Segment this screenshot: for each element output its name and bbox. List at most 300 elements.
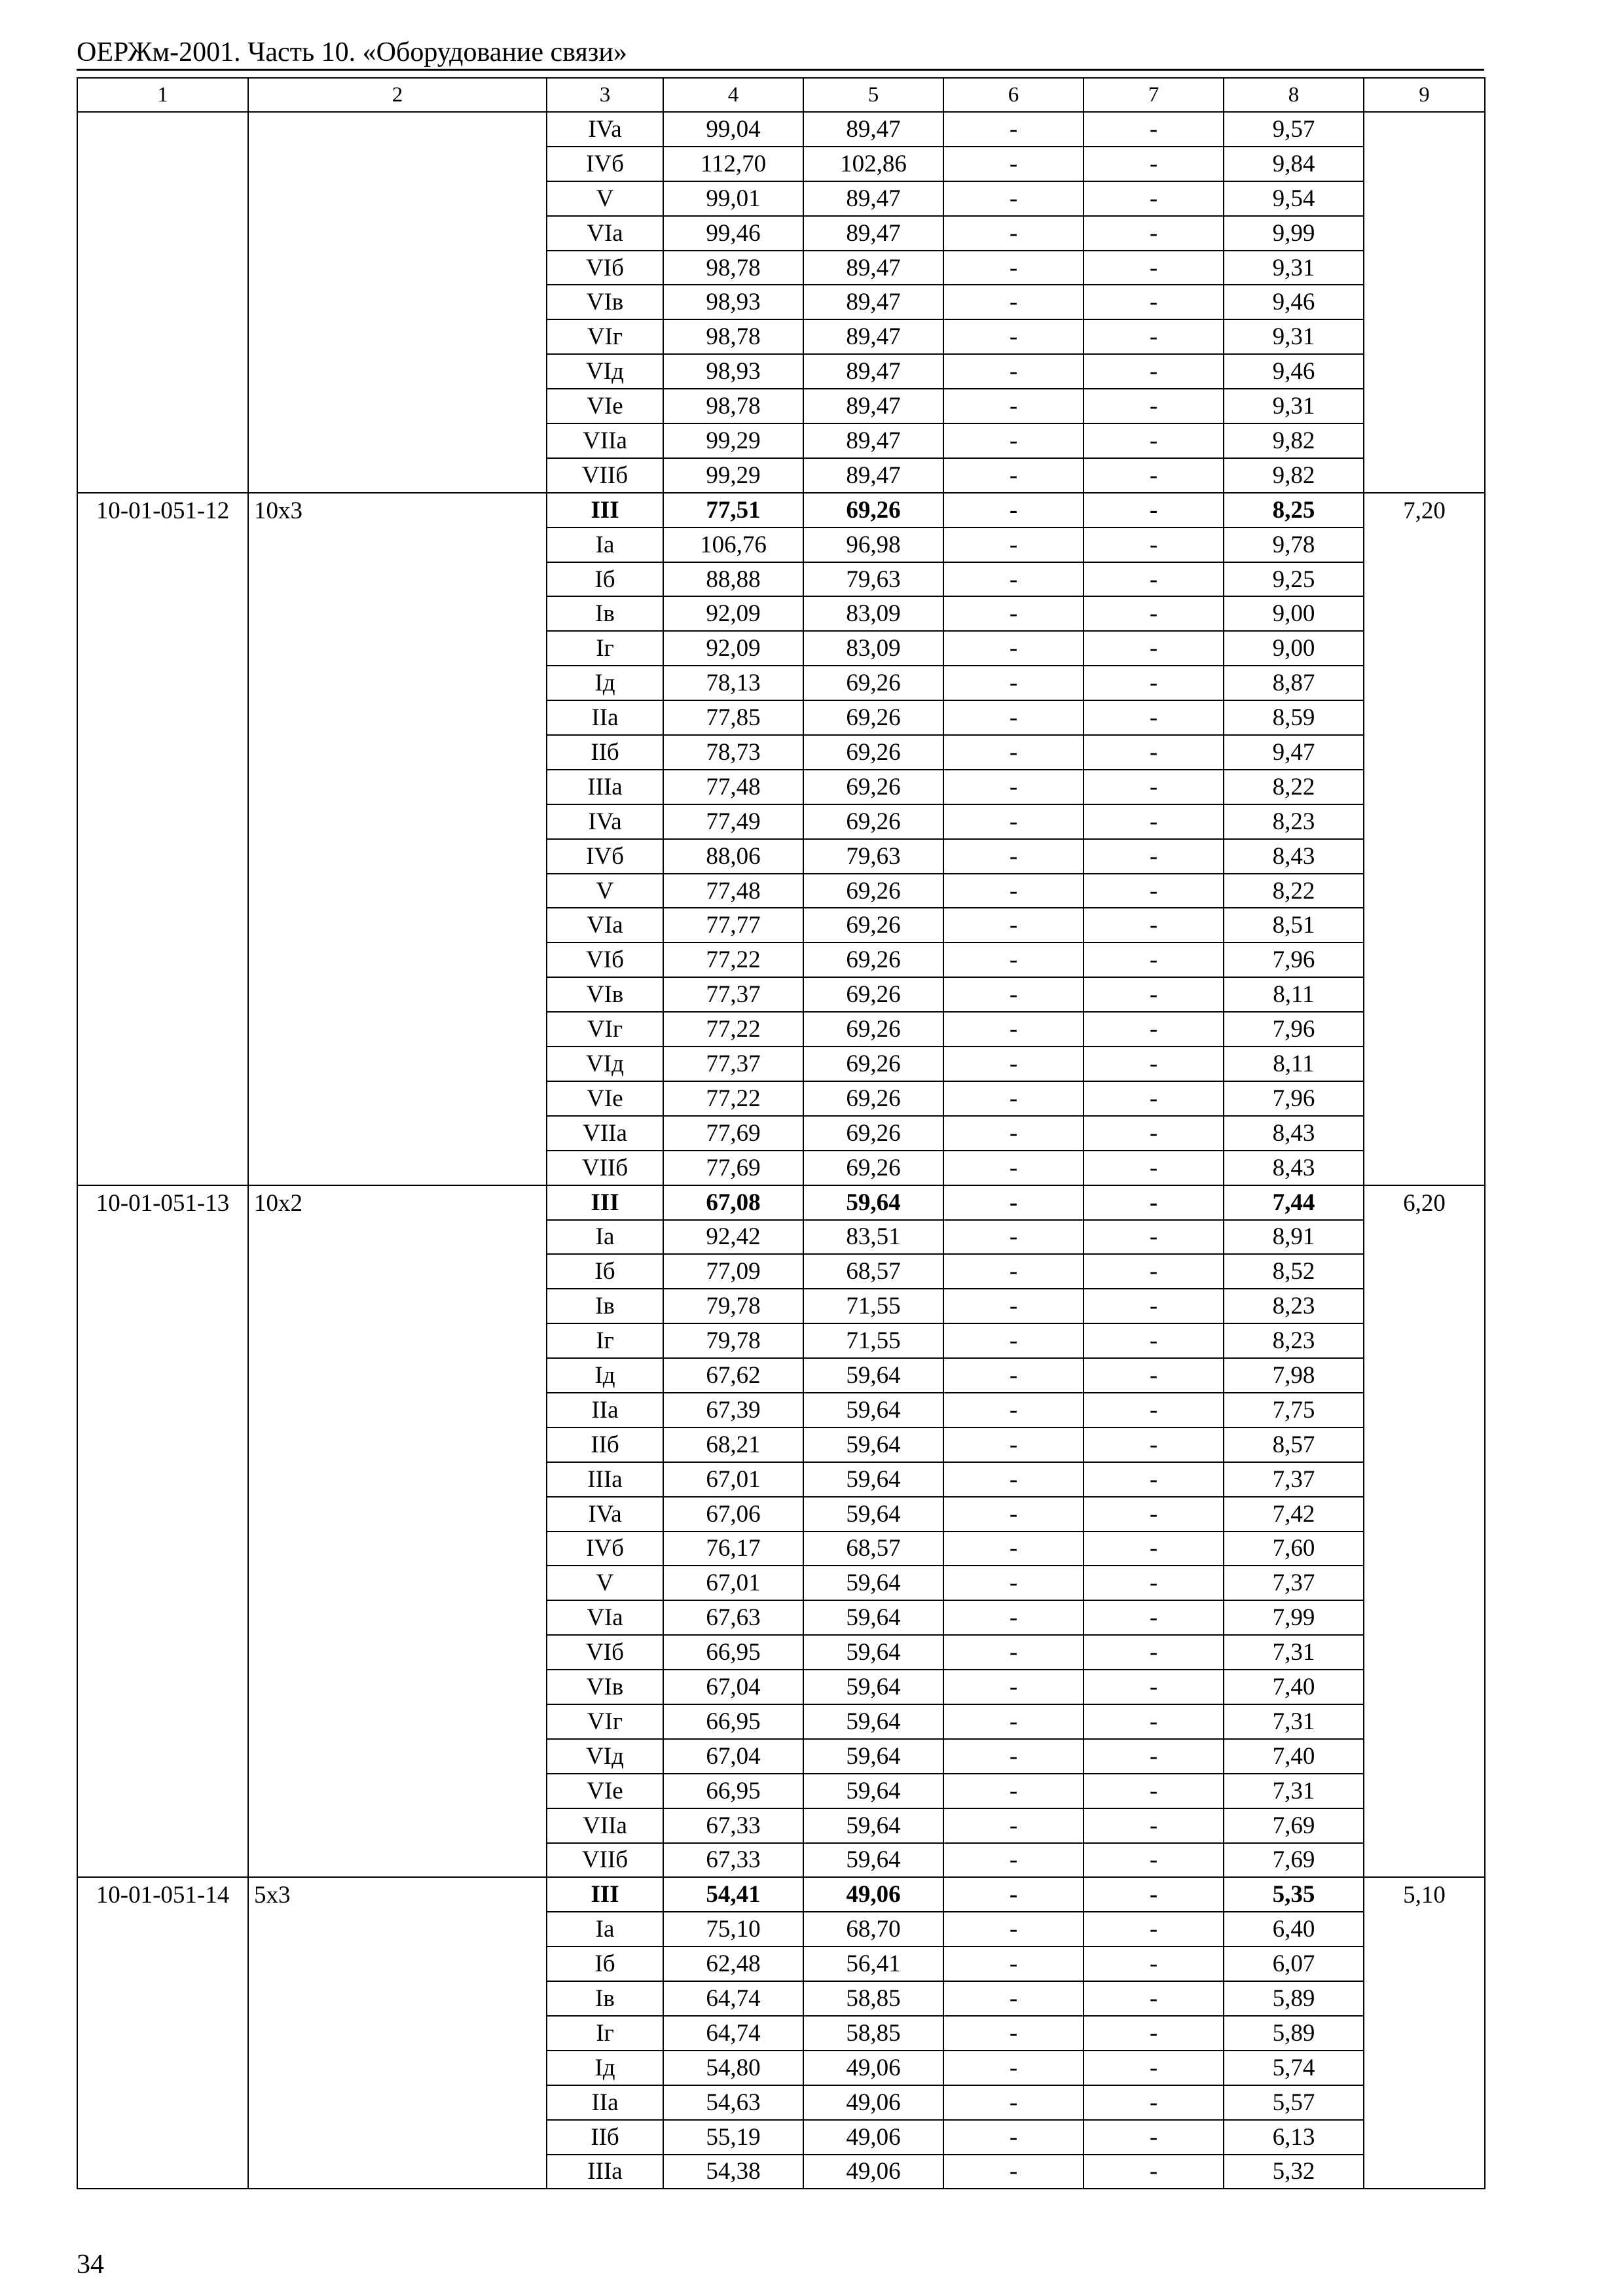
zone-cell: VIIб xyxy=(547,1843,663,1878)
zone-cell: VIв xyxy=(547,977,663,1012)
value-cell: 54,38 xyxy=(663,2155,803,2189)
value-cell: 7,96 xyxy=(1224,942,1364,977)
value-cell: 79,78 xyxy=(663,1289,803,1323)
value-cell: 59,64 xyxy=(803,1739,943,1774)
value-cell: - xyxy=(943,423,1084,458)
value-cell: - xyxy=(943,2120,1084,2155)
value-cell: 71,55 xyxy=(803,1289,943,1323)
value-cell: - xyxy=(943,1600,1084,1635)
value-cell: - xyxy=(1084,1462,1224,1497)
value-cell: - xyxy=(1084,285,1224,319)
equipment-name-cell: 10x3 xyxy=(248,493,547,1185)
value-cell: 5,57 xyxy=(1224,2085,1364,2120)
value-cell: - xyxy=(1084,1566,1224,1600)
zone-cell: IIIa xyxy=(547,1462,663,1497)
value-cell: 69,26 xyxy=(803,977,943,1012)
value-cell: - xyxy=(1084,562,1224,597)
value-cell: 89,47 xyxy=(803,423,943,458)
zone-cell: Iд xyxy=(547,2051,663,2085)
zone-cell: Iв xyxy=(547,1981,663,2016)
value-cell: 75,10 xyxy=(663,1912,803,1946)
value-cell: 49,06 xyxy=(803,2085,943,2120)
value-cell: - xyxy=(943,1047,1084,1081)
value-cell: 5,89 xyxy=(1224,2016,1364,2051)
value-cell: 9,78 xyxy=(1224,528,1364,562)
column-header: 8 xyxy=(1224,78,1364,112)
value-cell: 66,95 xyxy=(663,1774,803,1808)
value-cell: - xyxy=(1084,770,1224,804)
zone-cell: Iб xyxy=(547,1946,663,1981)
value-cell: - xyxy=(1084,112,1224,147)
value-cell: 7,44 xyxy=(1224,1185,1364,1220)
value-cell: 5,89 xyxy=(1224,1981,1364,2016)
value-cell: 83,09 xyxy=(803,596,943,631)
value-cell: 66,95 xyxy=(663,1635,803,1670)
zone-cell: IIIa xyxy=(547,770,663,804)
column-header: 6 xyxy=(943,78,1084,112)
value-cell: 67,63 xyxy=(663,1600,803,1635)
value-cell: - xyxy=(1084,1670,1224,1704)
value-cell: 102,86 xyxy=(803,147,943,181)
value-cell: - xyxy=(943,839,1084,874)
value-cell: 69,26 xyxy=(803,1012,943,1047)
value-cell: - xyxy=(943,181,1084,216)
value-cell: 79,78 xyxy=(663,1323,803,1358)
zone-cell: VIa xyxy=(547,216,663,251)
zone-cell: Iб xyxy=(547,1254,663,1289)
value-cell: 8,11 xyxy=(1224,977,1364,1012)
value-cell: 9,31 xyxy=(1224,319,1364,354)
column-header: 1 xyxy=(77,78,248,112)
value-cell: - xyxy=(1084,1151,1224,1185)
value-cell: 89,47 xyxy=(803,319,943,354)
value-cell: - xyxy=(1084,1254,1224,1289)
equipment-name-cell xyxy=(248,112,547,493)
value-cell: - xyxy=(1084,216,1224,251)
value-cell: - xyxy=(943,977,1084,1012)
value-cell: - xyxy=(943,596,1084,631)
zone-cell: III xyxy=(547,1877,663,1912)
zone-cell: VIe xyxy=(547,389,663,423)
value-cell: 8,25 xyxy=(1224,493,1364,528)
value-cell: 9,84 xyxy=(1224,147,1364,181)
value-cell: 67,01 xyxy=(663,1566,803,1600)
value-cell: 7,75 xyxy=(1224,1393,1364,1427)
value-cell: - xyxy=(1084,528,1224,562)
value-cell: 89,47 xyxy=(803,216,943,251)
value-cell: - xyxy=(1084,874,1224,908)
value-cell: - xyxy=(1084,1704,1224,1739)
value-cell: - xyxy=(943,631,1084,666)
zone-cell: VIд xyxy=(547,1047,663,1081)
value-cell: 99,46 xyxy=(663,216,803,251)
value-cell: 49,06 xyxy=(803,2120,943,2155)
value-cell: - xyxy=(1084,1185,1224,1220)
value-cell: 9,57 xyxy=(1224,112,1364,147)
value-cell: - xyxy=(943,1739,1084,1774)
value-cell: 7,99 xyxy=(1224,1600,1364,1635)
value-cell: - xyxy=(943,1462,1084,1497)
column-number-row xyxy=(77,78,1485,112)
zone-cell: Iб xyxy=(547,562,663,597)
value-cell: - xyxy=(1084,251,1224,285)
value-cell: - xyxy=(943,1912,1084,1946)
value-cell: 8,22 xyxy=(1224,770,1364,804)
value-cell: 98,93 xyxy=(663,285,803,319)
column-header: 5 xyxy=(803,78,943,112)
value-cell: 64,74 xyxy=(663,1981,803,2016)
value-cell: 79,63 xyxy=(803,839,943,874)
value-cell: 49,06 xyxy=(803,2155,943,2189)
value-cell: 8,52 xyxy=(1224,1254,1364,1289)
value-cell: - xyxy=(1084,700,1224,735)
value-cell: 67,04 xyxy=(663,1670,803,1704)
value-cell: - xyxy=(943,1254,1084,1289)
value-cell: 6,13 xyxy=(1224,2120,1364,2155)
column9-cell: 5,10 xyxy=(1364,1877,1485,2189)
value-cell: 69,26 xyxy=(803,942,943,977)
column9-cell: 6,20 xyxy=(1364,1185,1485,1878)
value-cell: - xyxy=(943,112,1084,147)
value-cell: 9,00 xyxy=(1224,631,1364,666)
value-cell: 79,63 xyxy=(803,562,943,597)
zone-cell: VIa xyxy=(547,908,663,942)
value-cell: 7,40 xyxy=(1224,1670,1364,1704)
value-cell: 69,26 xyxy=(803,1116,943,1151)
value-cell: - xyxy=(943,1185,1084,1220)
value-cell: 59,64 xyxy=(803,1808,943,1843)
value-cell: 92,09 xyxy=(663,596,803,631)
value-cell: 8,51 xyxy=(1224,908,1364,942)
value-cell: - xyxy=(1084,147,1224,181)
value-cell: 69,26 xyxy=(803,735,943,770)
value-cell: - xyxy=(1084,1012,1224,1047)
zone-cell: Iг xyxy=(547,631,663,666)
value-cell: 59,64 xyxy=(803,1358,943,1393)
value-cell: - xyxy=(1084,493,1224,528)
value-cell: 77,85 xyxy=(663,700,803,735)
value-cell: - xyxy=(943,1981,1084,2016)
value-cell: 67,62 xyxy=(663,1358,803,1393)
zone-cell: VIд xyxy=(547,1739,663,1774)
value-cell: - xyxy=(943,2016,1084,2051)
value-cell: - xyxy=(943,735,1084,770)
value-cell: 77,77 xyxy=(663,908,803,942)
value-cell: 88,06 xyxy=(663,839,803,874)
value-cell: 64,74 xyxy=(663,2016,803,2051)
value-cell: - xyxy=(1084,1289,1224,1323)
value-cell: - xyxy=(1084,389,1224,423)
value-cell: 7,69 xyxy=(1224,1843,1364,1878)
value-cell: 77,09 xyxy=(663,1254,803,1289)
zone-cell: VIб xyxy=(547,942,663,977)
value-cell: 71,55 xyxy=(803,1323,943,1358)
value-cell: 8,22 xyxy=(1224,874,1364,908)
value-cell: 98,93 xyxy=(663,354,803,389)
zone-cell: Iг xyxy=(547,2016,663,2051)
value-cell: 99,01 xyxy=(663,181,803,216)
value-cell: 67,33 xyxy=(663,1843,803,1878)
value-cell: - xyxy=(943,285,1084,319)
value-cell: - xyxy=(943,493,1084,528)
value-cell: - xyxy=(943,1151,1084,1185)
zone-cell: III xyxy=(547,493,663,528)
value-cell: 99,29 xyxy=(663,458,803,493)
value-cell: 89,47 xyxy=(803,458,943,493)
value-cell: - xyxy=(943,1012,1084,1047)
value-cell: 69,26 xyxy=(803,908,943,942)
value-cell: - xyxy=(1084,1739,1224,1774)
value-cell: 78,73 xyxy=(663,735,803,770)
value-cell: 98,78 xyxy=(663,389,803,423)
value-cell: 8,23 xyxy=(1224,1289,1364,1323)
zone-cell: Iд xyxy=(547,666,663,700)
value-cell: - xyxy=(1084,1981,1224,2016)
zone-cell: VIв xyxy=(547,285,663,319)
value-cell: 7,37 xyxy=(1224,1566,1364,1600)
value-cell: - xyxy=(1084,181,1224,216)
value-cell: - xyxy=(943,1116,1084,1151)
value-cell: - xyxy=(943,1843,1084,1878)
value-cell: 67,06 xyxy=(663,1497,803,1532)
zone-cell: VIIa xyxy=(547,1808,663,1843)
value-cell: 83,09 xyxy=(803,631,943,666)
zone-cell: Ia xyxy=(547,528,663,562)
zone-cell: IIIa xyxy=(547,2155,663,2189)
rate-code-cell: 10-01-051-12 xyxy=(77,493,248,1185)
zone-cell: VIa xyxy=(547,1600,663,1635)
zone-cell: Iв xyxy=(547,1289,663,1323)
value-cell: 59,64 xyxy=(803,1462,943,1497)
zone-cell: VIг xyxy=(547,319,663,354)
value-cell: 59,64 xyxy=(803,1427,943,1462)
value-cell: 89,47 xyxy=(803,181,943,216)
value-cell: 7,60 xyxy=(1224,1532,1364,1566)
zone-cell: IVб xyxy=(547,147,663,181)
value-cell: 69,26 xyxy=(803,770,943,804)
zone-cell: VIб xyxy=(547,251,663,285)
zone-cell: III xyxy=(547,1185,663,1220)
value-cell: 89,47 xyxy=(803,112,943,147)
value-cell: - xyxy=(1084,977,1224,1012)
value-cell: 76,17 xyxy=(663,1532,803,1566)
equipment-name-cell: 10x2 xyxy=(248,1185,547,1878)
value-cell: - xyxy=(943,319,1084,354)
zone-cell: IIa xyxy=(547,2085,663,2120)
column-header: 2 xyxy=(248,78,547,112)
value-cell: - xyxy=(1084,2155,1224,2189)
value-cell: - xyxy=(943,2051,1084,2085)
value-cell: 7,98 xyxy=(1224,1358,1364,1393)
column-header: 7 xyxy=(1084,78,1224,112)
value-cell: 69,26 xyxy=(803,1151,943,1185)
value-cell: 88,88 xyxy=(663,562,803,597)
column9-cell xyxy=(1364,112,1485,493)
value-cell: 59,64 xyxy=(803,1600,943,1635)
value-cell: 83,51 xyxy=(803,1220,943,1255)
value-cell: 9,25 xyxy=(1224,562,1364,597)
value-cell: 9,00 xyxy=(1224,596,1364,631)
value-cell: - xyxy=(1084,1497,1224,1532)
value-cell: - xyxy=(1084,908,1224,942)
value-cell: 9,46 xyxy=(1224,354,1364,389)
rate-code-cell: 10-01-051-13 xyxy=(77,1185,248,1878)
zone-cell: V xyxy=(547,1566,663,1600)
value-cell: - xyxy=(943,216,1084,251)
rates-table xyxy=(77,77,1486,2189)
value-cell: - xyxy=(1084,458,1224,493)
value-cell: 89,47 xyxy=(803,354,943,389)
value-cell: 92,42 xyxy=(663,1220,803,1255)
value-cell: - xyxy=(943,1497,1084,1532)
value-cell: - xyxy=(943,1704,1084,1739)
value-cell: - xyxy=(1084,666,1224,700)
value-cell: - xyxy=(943,1220,1084,1255)
value-cell: - xyxy=(1084,2051,1224,2085)
value-cell: - xyxy=(943,1635,1084,1670)
value-cell: 56,41 xyxy=(803,1946,943,1981)
value-cell: - xyxy=(943,1670,1084,1704)
value-cell: - xyxy=(1084,2016,1224,2051)
value-cell: 8,43 xyxy=(1224,1151,1364,1185)
value-cell: - xyxy=(1084,1081,1224,1116)
zone-cell: IIб xyxy=(547,1427,663,1462)
value-cell: - xyxy=(1084,1774,1224,1808)
value-cell: 58,85 xyxy=(803,2016,943,2051)
value-cell: - xyxy=(943,770,1084,804)
zone-cell: Iд xyxy=(547,1358,663,1393)
zone-cell: IIa xyxy=(547,1393,663,1427)
value-cell: - xyxy=(1084,1946,1224,1981)
value-cell: 7,31 xyxy=(1224,1704,1364,1739)
value-cell: 59,64 xyxy=(803,1774,943,1808)
table-row xyxy=(77,112,1485,147)
value-cell: 66,95 xyxy=(663,1704,803,1739)
value-cell: - xyxy=(1084,354,1224,389)
value-cell: 6,40 xyxy=(1224,1912,1364,1946)
value-cell: - xyxy=(943,1532,1084,1566)
value-cell: - xyxy=(943,666,1084,700)
value-cell: 98,78 xyxy=(663,319,803,354)
value-cell: - xyxy=(943,389,1084,423)
zone-cell: IVa xyxy=(547,112,663,147)
value-cell: - xyxy=(1084,631,1224,666)
value-cell: - xyxy=(943,1566,1084,1600)
value-cell: 77,37 xyxy=(663,1047,803,1081)
value-cell: - xyxy=(1084,1532,1224,1566)
page-number: 34 xyxy=(77,2250,104,2280)
value-cell: 69,26 xyxy=(803,804,943,839)
value-cell: - xyxy=(943,251,1084,285)
value-cell: 67,39 xyxy=(663,1393,803,1427)
value-cell: 9,82 xyxy=(1224,458,1364,493)
column9-cell: 7,20 xyxy=(1364,493,1485,1185)
value-cell: 49,06 xyxy=(803,1877,943,1912)
zone-cell: Ia xyxy=(547,1220,663,1255)
zone-cell: Iв xyxy=(547,596,663,631)
value-cell: 69,26 xyxy=(803,1081,943,1116)
value-cell: - xyxy=(1084,1600,1224,1635)
value-cell: 5,74 xyxy=(1224,2051,1364,2085)
value-cell: - xyxy=(1084,804,1224,839)
rates-table-container xyxy=(77,77,1484,2189)
value-cell: - xyxy=(943,1393,1084,1427)
value-cell: 7,40 xyxy=(1224,1739,1364,1774)
value-cell: 9,31 xyxy=(1224,251,1364,285)
value-cell: 69,26 xyxy=(803,666,943,700)
value-cell: 68,21 xyxy=(663,1427,803,1462)
zone-cell: V xyxy=(547,874,663,908)
value-cell: 59,64 xyxy=(803,1843,943,1878)
zone-cell: VIв xyxy=(547,1670,663,1704)
value-cell: 59,64 xyxy=(803,1704,943,1739)
value-cell: 67,01 xyxy=(663,1462,803,1497)
value-cell: - xyxy=(943,528,1084,562)
value-cell: 96,98 xyxy=(803,528,943,562)
value-cell: 8,23 xyxy=(1224,1323,1364,1358)
page-header xyxy=(77,37,1484,71)
value-cell: - xyxy=(943,1323,1084,1358)
value-cell: 5,32 xyxy=(1224,2155,1364,2189)
value-cell: 8,43 xyxy=(1224,839,1364,874)
value-cell: 77,22 xyxy=(663,942,803,977)
value-cell: 77,51 xyxy=(663,493,803,528)
value-cell: - xyxy=(943,2155,1084,2189)
value-cell: - xyxy=(1084,1220,1224,1255)
value-cell: 59,64 xyxy=(803,1566,943,1600)
value-cell: - xyxy=(943,1081,1084,1116)
value-cell: 77,48 xyxy=(663,770,803,804)
value-cell: - xyxy=(1084,2120,1224,2155)
value-cell: 59,64 xyxy=(803,1670,943,1704)
value-cell: 6,07 xyxy=(1224,1946,1364,1981)
value-cell: 8,23 xyxy=(1224,804,1364,839)
value-cell: - xyxy=(1084,1635,1224,1670)
value-cell: - xyxy=(1084,839,1224,874)
value-cell: - xyxy=(943,354,1084,389)
value-cell: 59,64 xyxy=(803,1635,943,1670)
value-cell: 59,64 xyxy=(803,1497,943,1532)
value-cell: 77,48 xyxy=(663,874,803,908)
value-cell: 54,63 xyxy=(663,2085,803,2120)
value-cell: 106,76 xyxy=(663,528,803,562)
column-header: 3 xyxy=(547,78,663,112)
value-cell: 7,37 xyxy=(1224,1462,1364,1497)
value-cell: - xyxy=(943,147,1084,181)
zone-cell: VIб xyxy=(547,1635,663,1670)
rate-code-cell: 10-01-051-14 xyxy=(77,1877,248,2189)
value-cell: 59,64 xyxy=(803,1393,943,1427)
zone-cell: IVa xyxy=(547,804,663,839)
value-cell: 7,96 xyxy=(1224,1012,1364,1047)
zone-cell: IIб xyxy=(547,2120,663,2155)
value-cell: 92,09 xyxy=(663,631,803,666)
value-cell: 99,04 xyxy=(663,112,803,147)
value-cell: - xyxy=(943,804,1084,839)
value-cell: - xyxy=(943,1774,1084,1808)
value-cell: 9,54 xyxy=(1224,181,1364,216)
value-cell: - xyxy=(1084,1912,1224,1946)
value-cell: 98,78 xyxy=(663,251,803,285)
value-cell: 99,29 xyxy=(663,423,803,458)
zone-cell: IVб xyxy=(547,839,663,874)
value-cell: - xyxy=(1084,735,1224,770)
value-cell: 78,13 xyxy=(663,666,803,700)
value-cell: 49,06 xyxy=(803,2051,943,2085)
value-cell: - xyxy=(943,2085,1084,2120)
value-cell: - xyxy=(943,1427,1084,1462)
zone-cell: V xyxy=(547,181,663,216)
